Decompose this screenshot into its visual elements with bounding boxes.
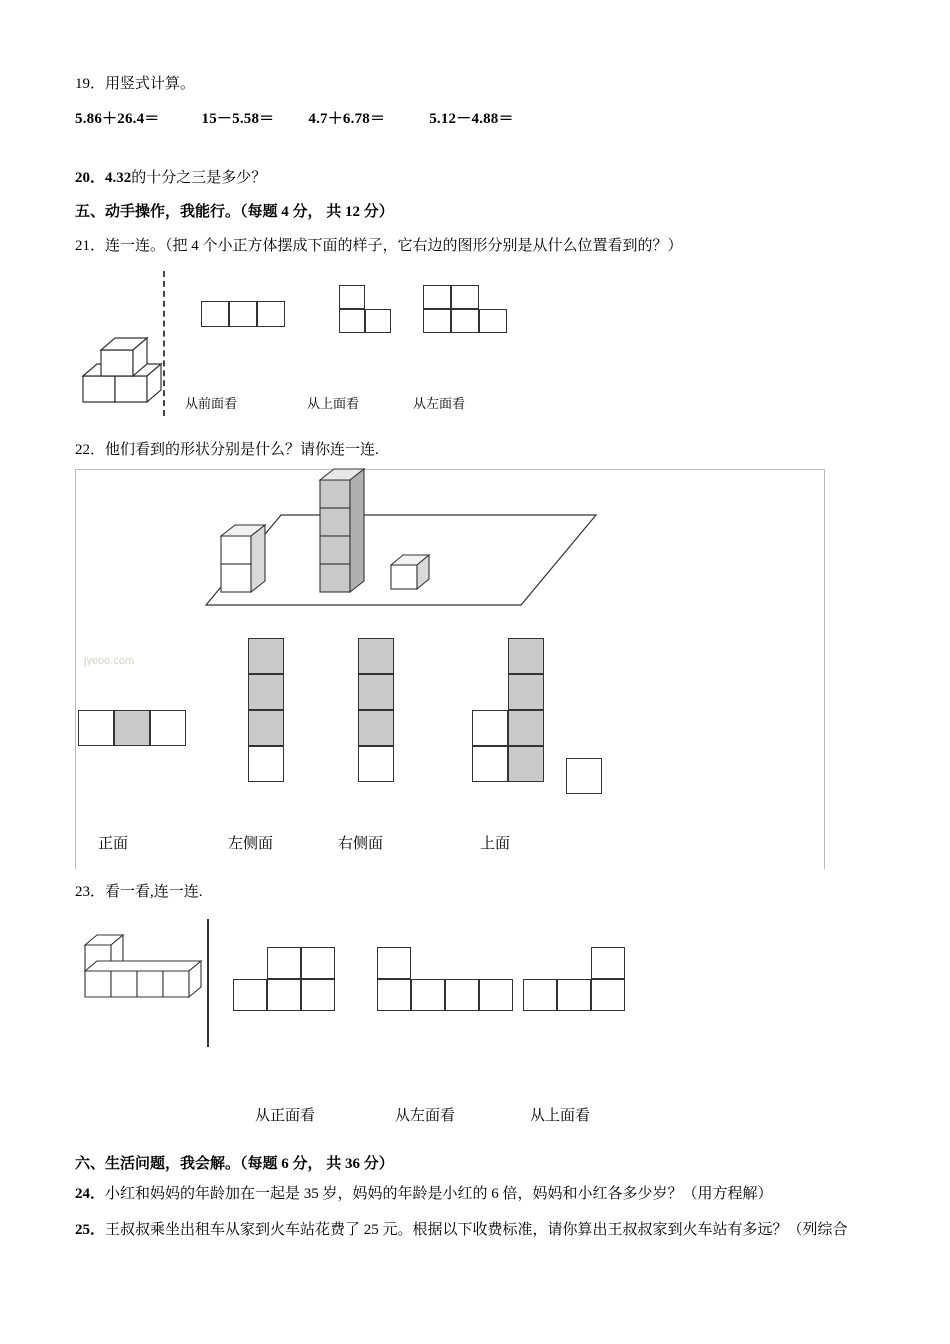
question-19 [75, 72, 875, 128]
question-22-text: 他们看到的形状分别是什么？请你连一连. [105, 442, 379, 458]
grid-cell [377, 979, 411, 1011]
grid-cell [358, 746, 394, 782]
question-22 [75, 438, 875, 869]
grid-cell [445, 979, 479, 1011]
view-label-front-21: 从前面看 [185, 396, 238, 411]
grid-cell [423, 309, 451, 333]
view-label-left-21: 从左面看 [413, 396, 466, 411]
grid-cell [423, 285, 451, 309]
question-25-number: 25． [75, 1222, 106, 1238]
view-label-left-23: 从左面看 [395, 1108, 456, 1124]
question-21-title [75, 234, 875, 255]
grid-cell [472, 746, 508, 782]
grid-cell [150, 710, 186, 746]
grid-cell-shaded [248, 638, 284, 674]
divider-vertical-line-23 [207, 919, 209, 1047]
figure-label-left-22: 左侧面 [228, 836, 274, 852]
grid-cell [451, 285, 479, 309]
cube-scene-diagram-22 [146, 465, 606, 635]
cube-solid-diagram-21 [75, 298, 195, 418]
grid-cell [472, 710, 508, 746]
question-20-text: 的十分之三是多少？ [131, 170, 267, 186]
question-20 [75, 166, 266, 187]
section-heading-five: 五、动手操作，我能行。（每题 4 分， 共 12 分） [75, 204, 394, 220]
grid-cell [479, 979, 513, 1011]
grid-cell [301, 947, 335, 979]
grid-cell [267, 979, 301, 1011]
grid-cell-shaded [114, 710, 150, 746]
grid-cell [339, 285, 365, 309]
grid-cell [411, 979, 445, 1011]
grid-cell-shaded [358, 674, 394, 710]
grid-cell [591, 947, 625, 979]
grid-cell-shaded [248, 710, 284, 746]
figure-label-right-22: 右侧面 [338, 836, 384, 852]
expression-4: 5.12－4.88＝ [429, 111, 514, 127]
question-21-text: 连一连。（把 4 个小正方体摆成下面的样子，它右边的图形分别是从什么位置看到的？） [105, 238, 683, 254]
grid-cell-shaded [508, 746, 544, 782]
grid-cell [248, 746, 284, 782]
expression-1: 5.86＋26.4＝ [75, 111, 160, 127]
grid-cell [233, 979, 267, 1011]
divider-dashed-line-21 [163, 271, 165, 416]
grid-cell [377, 947, 411, 979]
question-23-title [75, 880, 875, 901]
figure-label-front-22: 正面 [98, 836, 129, 852]
question-22-title [75, 438, 875, 459]
question-19-title [75, 72, 875, 93]
grid-cell [591, 979, 625, 1011]
grid-cell [301, 979, 335, 1011]
expression-3: 4.7＋6.78＝ [308, 111, 386, 127]
question-25 [75, 1218, 895, 1239]
question-23-number: 23． [75, 884, 106, 900]
grid-cell [201, 301, 229, 327]
grid-cell [339, 309, 365, 333]
question-20-value: 4.32 [105, 170, 132, 186]
view-label-top-23: 从上面看 [530, 1108, 591, 1124]
grid-cell-shaded [508, 710, 544, 746]
question-24-text: 小红和妈妈的年龄加在一起是 35 岁，妈妈的年龄是小红的 6 倍，妈妈和小红各多少岁？（用方程解） [105, 1186, 773, 1202]
cube-solid-diagram-23 [75, 931, 235, 1031]
grid-cell [267, 947, 301, 979]
question-23-text: 看一看,连一连. [105, 884, 203, 900]
question-21 [75, 234, 875, 428]
grid-cell [523, 979, 557, 1011]
grid-cell [479, 309, 507, 333]
question-19-text: 用竖式计算。 [105, 76, 196, 92]
question-19-number: 19． [75, 76, 106, 92]
grid-cell-shaded [358, 710, 394, 746]
question-19-expressions [75, 107, 875, 128]
grid-cell [451, 309, 479, 333]
view-label-top-21: 从上面看 [307, 396, 360, 411]
figure-label-top-22: 上面 [480, 836, 511, 852]
question-25-text: 王叔叔乘坐出租车从家到火车站花费了 25 元。根据以下收费标准，请你算出王叔叔家到火车站有多远？（列综合 [105, 1222, 848, 1238]
watermark-text: jyeoo.com [84, 655, 135, 667]
grid-cell-shaded [508, 674, 544, 710]
question-21-number: 21． [75, 238, 106, 254]
grid-cell-shaded [508, 638, 544, 674]
question-20-number: 20． [75, 170, 106, 186]
grid-cell [78, 710, 114, 746]
question-24-number: 24． [75, 1186, 106, 1202]
grid-cell [229, 301, 257, 327]
question-21-figure [75, 263, 875, 428]
section-heading-six: 六、生活问题，我会解。（每题 6 分， 共 36 分） [75, 1156, 394, 1172]
grid-cell-shaded [358, 638, 394, 674]
grid-cell [557, 979, 591, 1011]
question-22-figure-panel [75, 469, 825, 869]
question-24 [75, 1182, 773, 1203]
view-label-front-23: 从正面看 [255, 1108, 316, 1124]
grid-cell [566, 758, 602, 794]
question-23-figure [75, 909, 875, 1124]
grid-cell [257, 301, 285, 327]
question-22-number: 22． [75, 442, 106, 458]
question-23 [75, 880, 875, 1124]
expression-2: 15－5.58＝ [201, 111, 275, 127]
grid-cell [365, 309, 391, 333]
grid-cell-shaded [248, 674, 284, 710]
